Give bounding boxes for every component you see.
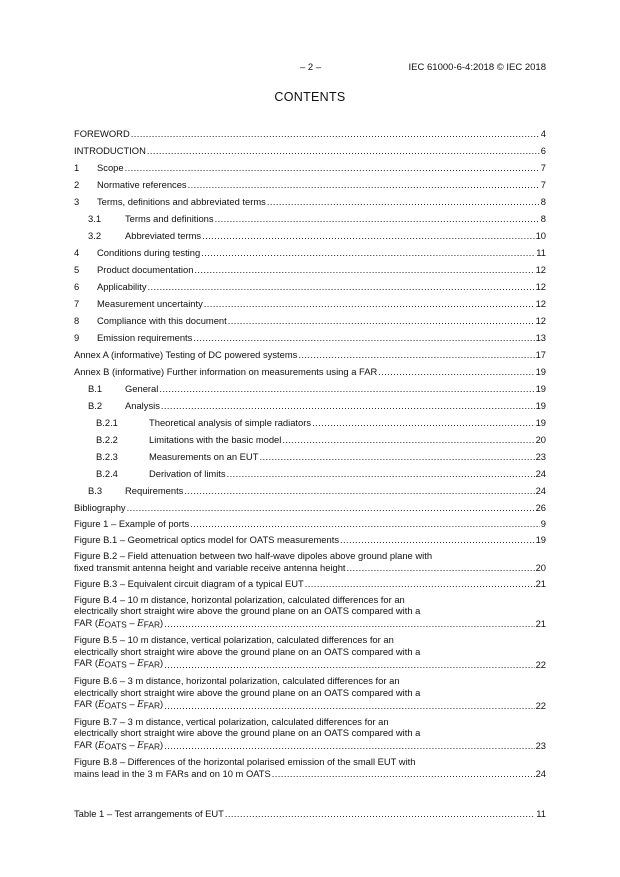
caption-line: electrically short straight wire above the ground plane on an OATS compared with a — [74, 686, 421, 698]
caption-text — [74, 534, 339, 545]
toc-entry[interactable] — [74, 173, 546, 190]
caption-line: electrically short straight wire above the ground plane on an OATS compared with a — [74, 605, 421, 617]
dot-leader — [204, 298, 535, 309]
dot-leader — [227, 468, 535, 479]
toc-entry-page: 10 — [535, 230, 546, 241]
toc-entry-page: 6 — [540, 145, 546, 156]
figure-entry[interactable] — [74, 673, 546, 714]
toc-entry-number: B.2.1 — [96, 417, 118, 428]
caption-last-line — [74, 657, 546, 670]
toc-entry[interactable] — [74, 394, 546, 411]
dot-leader — [131, 128, 540, 139]
toc-entry-title: Theoretical analysis of simple radiators — [149, 417, 312, 428]
toc-entry-page: 24 — [535, 468, 546, 479]
toc-entry[interactable] — [74, 496, 546, 513]
caption-line: electrically short straight wire above the ground plane on an OATS compared with a — [74, 727, 421, 739]
dot-leader — [127, 502, 535, 513]
caption-text-part: Table 1 – Test arrangements of EUT — [74, 808, 224, 819]
formula-close: ) — [160, 657, 164, 669]
figure-entry[interactable] — [74, 592, 546, 633]
toc-entry-page: 19 — [535, 383, 546, 394]
toc-entry-title: Bibliography — [74, 502, 126, 513]
caption-last-line — [74, 518, 546, 529]
caption-text-part: Figure B.1 – Geometrical optics model for OATS measurements — [74, 534, 340, 545]
caption-last-line — [74, 698, 546, 711]
toc-entry-number: B.2 — [88, 400, 103, 411]
entry-page: 23 — [535, 740, 546, 752]
entry-page: 11 — [536, 808, 546, 819]
formula-e-oats: E — [97, 740, 105, 751]
formula-far-subscript: FAR — [143, 700, 161, 711]
figure-entry[interactable] — [74, 754, 546, 782]
caption-line: Figure B.6 – 3 m distance, horizontal polarization, calculated differences for an — [74, 674, 400, 686]
dot-leader — [161, 400, 535, 411]
toc-entry-title: Applicability — [97, 281, 147, 292]
toc-entry-page: 19 — [535, 400, 546, 411]
caption-text — [74, 657, 163, 670]
toc-entry-title: Annex B (informative) Further information on measurements using a FAR — [74, 366, 378, 377]
toc-entry-title: Terms, definitions and abbreviated terms — [97, 196, 266, 207]
entry-caption — [74, 550, 546, 573]
toc-entry[interactable] — [74, 360, 546, 377]
formula-e-far: E — [137, 700, 144, 711]
toc-entry[interactable] — [74, 224, 546, 241]
caption-text-part: FAR ( — [74, 616, 98, 628]
caption-text — [74, 562, 346, 573]
caption-last-line — [74, 617, 546, 630]
dot-leader — [194, 264, 534, 275]
dot-leader — [202, 230, 534, 241]
formula-minus: – — [126, 616, 138, 628]
toc-entry-page: 12 — [535, 315, 546, 326]
caption-last-line — [74, 808, 546, 819]
formula-close: ) — [160, 698, 164, 710]
standard-reference: IEC 61000-6-4:2018 © IEC 2018 — [408, 62, 546, 73]
entry-caption — [74, 634, 546, 670]
toc-entry-page: 17 — [535, 349, 546, 360]
dot-leader — [272, 768, 535, 779]
toc-entry-page: 20 — [535, 434, 546, 445]
formula-far-subscript: FAR — [143, 659, 161, 670]
toc-entry-page: 26 — [535, 502, 546, 513]
toc-entry-page: 12 — [535, 281, 546, 292]
toc-entry-number: 5 — [74, 264, 80, 275]
caption-text-part: FAR ( — [74, 698, 98, 710]
toc-entry[interactable] — [74, 377, 546, 394]
caption-text — [74, 808, 224, 819]
dot-leader — [347, 562, 535, 573]
formula-close: ) — [160, 738, 164, 750]
toc-entry-number: B.2.3 — [96, 451, 118, 462]
toc-entry-page: 7 — [540, 179, 546, 190]
caption-last-line — [74, 768, 546, 779]
dot-leader — [282, 434, 534, 445]
caption-text-part: mains lead in the 3 m FARs and on 10 m OATS — [74, 767, 271, 779]
dot-leader — [225, 808, 535, 819]
formula-oats-subscript: OATS — [104, 659, 127, 670]
entry-caption — [74, 578, 546, 589]
entry-caption — [74, 518, 546, 529]
caption-line: Figure B.7 – 3 m distance, vertical polarization, calculated differences for an — [74, 715, 389, 727]
toc-entry-number: 3 — [74, 196, 80, 207]
figure-entry[interactable] — [74, 532, 546, 548]
dot-leader — [267, 196, 540, 207]
caption-line: Figure B.2 – Field attenuation between two half-wave dipoles above ground plane with — [74, 550, 433, 561]
toc-entry-page: 11 — [536, 247, 546, 258]
caption-last-line — [74, 739, 546, 752]
toc-entry-page: 12 — [535, 264, 546, 275]
table-entry[interactable] — [74, 806, 546, 822]
toc-entry[interactable] — [74, 122, 546, 139]
toc-entry-page: 19 — [535, 417, 546, 428]
entry-caption — [74, 594, 546, 630]
tables-list — [74, 806, 546, 822]
dot-leader — [305, 578, 535, 589]
toc-entry[interactable] — [74, 241, 546, 258]
dot-leader — [125, 162, 540, 173]
entry-page: 22 — [535, 658, 546, 670]
dot-leader — [164, 618, 534, 629]
toc-entry-page: 19 — [535, 366, 546, 377]
entry-caption — [74, 756, 546, 779]
toc-entry-number: B.2.4 — [96, 468, 118, 479]
toc-entry-title: Measurements on an EUT — [149, 451, 259, 462]
toc-entry-title: Compliance with this document — [97, 315, 227, 326]
toc-entry-title: Measurement uncertainty — [97, 298, 203, 309]
formula-e-oats: E — [97, 700, 105, 711]
formula-oats-subscript: OATS — [104, 619, 127, 630]
dot-leader — [148, 281, 535, 292]
toc-entry-title: Product documentation — [97, 264, 194, 275]
formula-e-oats: E — [97, 618, 105, 629]
toc-entry-title: Conditions during testing — [97, 247, 201, 258]
toc-entry[interactable] — [74, 326, 546, 343]
formula-e-far: E — [137, 740, 144, 751]
entry-page: 21 — [535, 618, 546, 630]
page-header — [0, 62, 620, 76]
caption-line: Figure B.4 – 10 m distance, horizontal polarization, calculated differences for an — [74, 593, 405, 605]
figures-list — [74, 516, 546, 782]
dot-leader — [298, 349, 534, 360]
toc-entry-number: B.3 — [88, 485, 103, 496]
figure-entry[interactable] — [74, 632, 546, 673]
toc-entry-number: 4 — [74, 247, 80, 258]
dot-leader — [378, 366, 534, 377]
formula-far-subscript: FAR — [143, 741, 161, 752]
contents-title: CONTENTS — [274, 90, 346, 104]
dot-leader — [259, 451, 534, 462]
caption-line: Figure B.5 – 10 m distance, vertical polarization, calculated differences for an — [74, 634, 394, 646]
dot-leader — [164, 700, 534, 711]
toc-entry-page: 7 — [540, 162, 546, 173]
entry-page: 20 — [535, 561, 546, 573]
formula-oats-subscript: OATS — [104, 700, 127, 711]
page-number: – 2 – — [300, 62, 322, 73]
formula-oats-subscript: OATS — [104, 741, 127, 752]
toc-entry-page: 8 — [540, 213, 546, 224]
toc-entry-number: 8 — [74, 315, 80, 326]
toc-entry[interactable] — [74, 139, 546, 156]
toc-entry-number: 3.2 — [88, 230, 102, 241]
dot-leader — [184, 485, 534, 496]
caption-line: Figure B.8 – Differences of the horizontal polarised emission of the small EUT with — [74, 756, 416, 768]
toc-entry-title: INTRODUCTION — [74, 145, 146, 156]
toc-entry-number: B.2.2 — [96, 434, 118, 445]
dot-leader — [312, 417, 535, 428]
caption-text-part: Figure B.3 – Equivalent circuit diagram of a typical EUT — [74, 577, 304, 589]
toc-entry[interactable] — [74, 462, 546, 479]
toc-entry-page: 8 — [540, 196, 546, 207]
toc-entry-title: Limitations with the basic model — [149, 434, 282, 445]
caption-text — [74, 578, 304, 589]
dot-leader — [159, 383, 534, 394]
caption-last-line — [74, 578, 546, 589]
figure-entry[interactable] — [74, 548, 546, 576]
toc-entry[interactable] — [74, 156, 546, 173]
figure-entry[interactable] — [74, 576, 546, 592]
entry-caption — [74, 534, 546, 545]
toc-entry[interactable] — [74, 411, 546, 428]
caption-text — [74, 617, 163, 630]
toc-entry-title: Annex A (informative) Testing of DC powered systems — [74, 349, 298, 360]
toc-entry-title: Abbreviated terms — [125, 230, 202, 241]
toc-entry[interactable] — [74, 479, 546, 496]
formula-far-subscript: FAR — [143, 619, 161, 630]
toc-entry-page: 23 — [535, 451, 546, 462]
toc-entry[interactable] — [74, 258, 546, 275]
dot-leader — [340, 534, 535, 545]
caption-last-line — [74, 562, 546, 573]
caption-text — [74, 698, 163, 711]
toc-entry-page: 13 — [535, 332, 546, 343]
contents-list — [74, 122, 546, 513]
dot-leader — [193, 332, 534, 343]
toc-entry[interactable] — [74, 292, 546, 309]
toc-entry-page: 12 — [535, 298, 546, 309]
dot-leader — [147, 145, 540, 156]
toc-entry-title: Terms and definitions — [125, 213, 214, 224]
figure-entry[interactable] — [74, 714, 546, 755]
caption-last-line — [74, 534, 546, 545]
dot-leader — [190, 518, 540, 529]
dot-leader — [228, 315, 535, 326]
caption-text — [74, 768, 271, 779]
formula-minus: – — [126, 698, 138, 710]
toc-entry-title: Analysis — [125, 400, 160, 411]
caption-text — [74, 739, 163, 752]
toc-entry[interactable] — [74, 428, 546, 445]
toc-entry[interactable] — [74, 207, 546, 224]
formula-close: ) — [160, 616, 164, 628]
toc-entry-title: General — [125, 383, 159, 394]
toc-entry-title: Requirements — [125, 485, 184, 496]
formula-e-oats: E — [97, 659, 105, 670]
toc-entry-number: 9 — [74, 332, 80, 343]
toc-entry-number: 1 — [74, 162, 80, 173]
toc-entry-number: 2 — [74, 179, 80, 190]
toc-entry-title: Derivation of limits — [149, 468, 226, 479]
entry-page: 21 — [535, 577, 546, 589]
toc-entry[interactable] — [74, 343, 546, 360]
dot-leader — [215, 213, 540, 224]
caption-text-part: Figure 1 – Example of ports — [74, 518, 190, 529]
toc-entry-title: Emission requirements — [97, 332, 193, 343]
figure-entry[interactable] — [74, 516, 546, 532]
entry-caption — [74, 808, 546, 819]
dot-leader — [164, 659, 534, 670]
caption-text — [74, 518, 189, 529]
formula-e-far: E — [137, 618, 144, 629]
entry-caption — [74, 716, 546, 752]
toc-entry[interactable] — [74, 275, 546, 292]
dot-leader — [201, 247, 535, 258]
caption-line: electrically short straight wire above the ground plane on an OATS compared with a — [74, 645, 421, 657]
toc-entry-title: Normative references — [97, 179, 187, 190]
toc-entry-page: 24 — [535, 485, 546, 496]
dot-leader — [164, 740, 534, 751]
dot-leader — [188, 179, 540, 190]
caption-text-part: fixed transmit antenna height and variable receive antenna height — [74, 561, 346, 573]
toc-entry-number: B.1 — [88, 383, 103, 394]
toc-entry-title: Scope — [97, 162, 124, 173]
toc-entry-title: FOREWORD — [74, 128, 130, 139]
toc-entry-number: 7 — [74, 298, 80, 309]
caption-text-part: FAR ( — [74, 738, 98, 750]
formula-minus: – — [126, 657, 138, 669]
entry-page: 22 — [535, 699, 546, 711]
entry-page: 19 — [535, 534, 546, 545]
entry-page: 9 — [540, 518, 546, 529]
entry-caption — [74, 675, 546, 711]
toc-entry[interactable] — [74, 445, 546, 462]
entry-page: 24 — [535, 767, 546, 779]
formula-e-far: E — [137, 659, 144, 670]
formula-minus: – — [126, 738, 138, 750]
toc-entry[interactable] — [74, 190, 546, 207]
toc-entry-page: 4 — [540, 128, 546, 139]
caption-text-part: FAR ( — [74, 657, 98, 669]
toc-entry[interactable] — [74, 309, 546, 326]
toc-entry-number: 6 — [74, 281, 80, 292]
toc-entry-number: 3.1 — [88, 213, 102, 224]
